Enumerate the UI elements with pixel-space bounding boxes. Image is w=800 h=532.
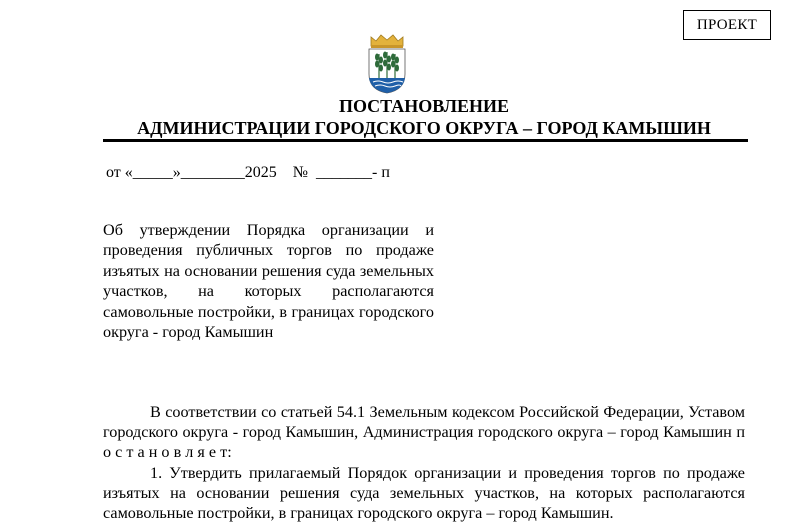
camel-coat-of-arms-icon: [365, 32, 409, 94]
resolution-item-1: 1. Утвердить прилагаемый Порядок организации и проведения торгов по продаже изъятых на основании решения суда земельных участков, на которых располагаются самовольные постройки, в границах городского округа – город Камышин.: [103, 463, 745, 523]
draft-stamp: ПРОЕКТ: [683, 10, 771, 40]
date-number-line: от «_____»________2025 № _______- п: [106, 164, 390, 181]
document-title: ПОСТАНОВЛЕНИЕ: [338, 96, 510, 116]
subject-block: Об утверждении Порядка организации и проведения публичных торгов по продаже изъятых на основании решения суда земельных участков, на которых располагаются самовольные постройки, в границах городского округа - город Камышин: [103, 221, 434, 342]
issuing-authority: АДМИНИСТРАЦИИ ГОРОДСКОГО ОКРУГА – ГОРОД КАМЫШИН: [137, 118, 711, 138]
header-divider: [103, 139, 748, 142]
document-body: [103, 402, 745, 523]
preamble-paragraph: В соответствии со статьей 54.1 Земельным кодексом Российской Федерации, Уставом городского округа - город Камышин, Администрация городского округа – город Камышин п о с т а н о в л я е т:: [103, 403, 745, 462]
